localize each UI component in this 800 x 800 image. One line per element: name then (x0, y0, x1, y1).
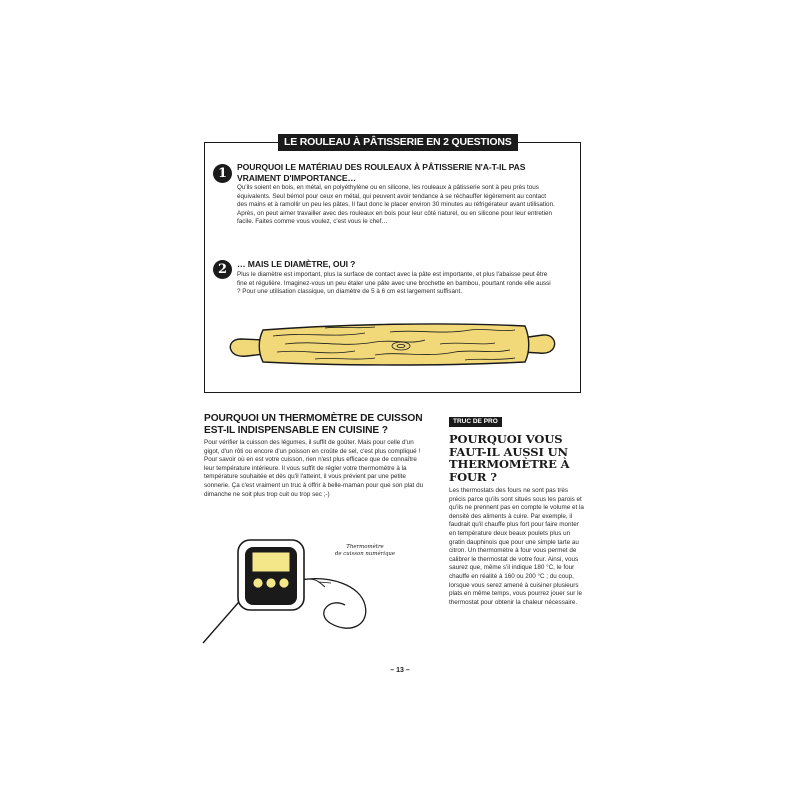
oven-thermometer-heading: POURQUOI VOUS FAUT-IL AUSSI UN THERMOMÈTRE À FOUR ? (449, 432, 570, 484)
question-2-title: … MAIS LE DIAMÈTRE, OUI ? (237, 259, 356, 269)
rolling-pin-illustration (225, 318, 560, 374)
question-2-body: Plus le diamètre est important, plus la surface de contact avec la pâte est importante, et plus l'abaisse peut être fine et régulière. Imaginez-vous un peu étaler une pâte avec une brochette en bambou, pourtant ronde elle aussi ? Pour une utilisation classique, un diamètre de 5 à 6 cm est largement suffisant. (237, 271, 551, 296)
question-1-body: Qu'ils soient en bois, en métal, en polyéthylène ou en silicone, les rouleaux à pâtisserie sont à peu près tous équivalents. Seul bémol pour ceux en métal, qui peuvent avoir tendance à se réchauffer légèrement au contact des mains et à ramollir un peu les pâtes. Il faut donc le placer environ 30 minutes au réfrigérateur avant utilisation. Après, on peut aimer travailler avec des rouleaux en bois pour leur côté naturel, ou en silicone pour leur entretien facile. Faites comme vous voulez, c'est vous le chef… (237, 184, 555, 226)
thermometer-body: Pour vérifier la cuisson des légumes, il suffit de goûter. Mais pour celle d'un gigot, d'un rôti ou encore d'un poisson en croûte de sel, c'est plus compliqué ! Pour savoir où en est votre cuisson, rien n'est plus efficace que de connaître leur température intérieure. Il vous suffit de régler votre thermomètre à la température souhaitée et dès qu'il l'atteint, il vous prévient par une petite sonnerie. Ça c'est vraiment un truc à offrir à belle-maman pour que son plat du dimanche ne soit plus trop cuit ou trop sec ;-) (204, 439, 424, 498)
box-title: LE ROULEAU À PÂTISSERIE EN 2 QUESTIONS (278, 134, 518, 151)
question-number-2: 2 (213, 260, 232, 279)
question-1-title: POURQUOI LE MATÉRIAU DES ROULEAUX À PÂTISSERIE N'A-T-IL PAS VRAIMENT D'IMPORTANCE… (237, 162, 526, 183)
thermometer-caption (330, 544, 400, 558)
thermometer-heading: POURQUOI UN THERMOMÈTRE DE CUISSON EST-IL INDISPENSABLE EN CUISINE ? (204, 413, 423, 436)
question-number-1: 1 (213, 164, 232, 183)
thermometer-caption-line-1: Thermomètre (346, 544, 384, 550)
page-number: – 13 – (390, 667, 410, 674)
oven-thermometer-body: Les thermostats des fours ne sont pas très précis parce qu'ils sont situés sous les parois et qu'ils ne prennent pas en compte le volume et la densité des aliments à cuire. Par exemple, il faudrait qu'il chauffe plus fort pour faire monter en température deux beaux poulets plus un gratin dauphinois que pour une simple tarte au citron. Un thermomètre à four vous permet de calibrer le thermostat de votre four. Ainsi, vous saurez que, même s'il indique 180 °C, le four chauffe en réalité à 160 ou 200 °C ; du coup, lorsque vous serez amené à cuisiner plusieurs plats en même temps, vous pourrez jouer sur le thermostat pour obtenir la chaleur nécessaire. (449, 487, 584, 606)
thermometer-caption-line-2: de cuisson numérique (334, 551, 396, 557)
pro-tip-tag: TRUC DE PRO (449, 417, 502, 427)
